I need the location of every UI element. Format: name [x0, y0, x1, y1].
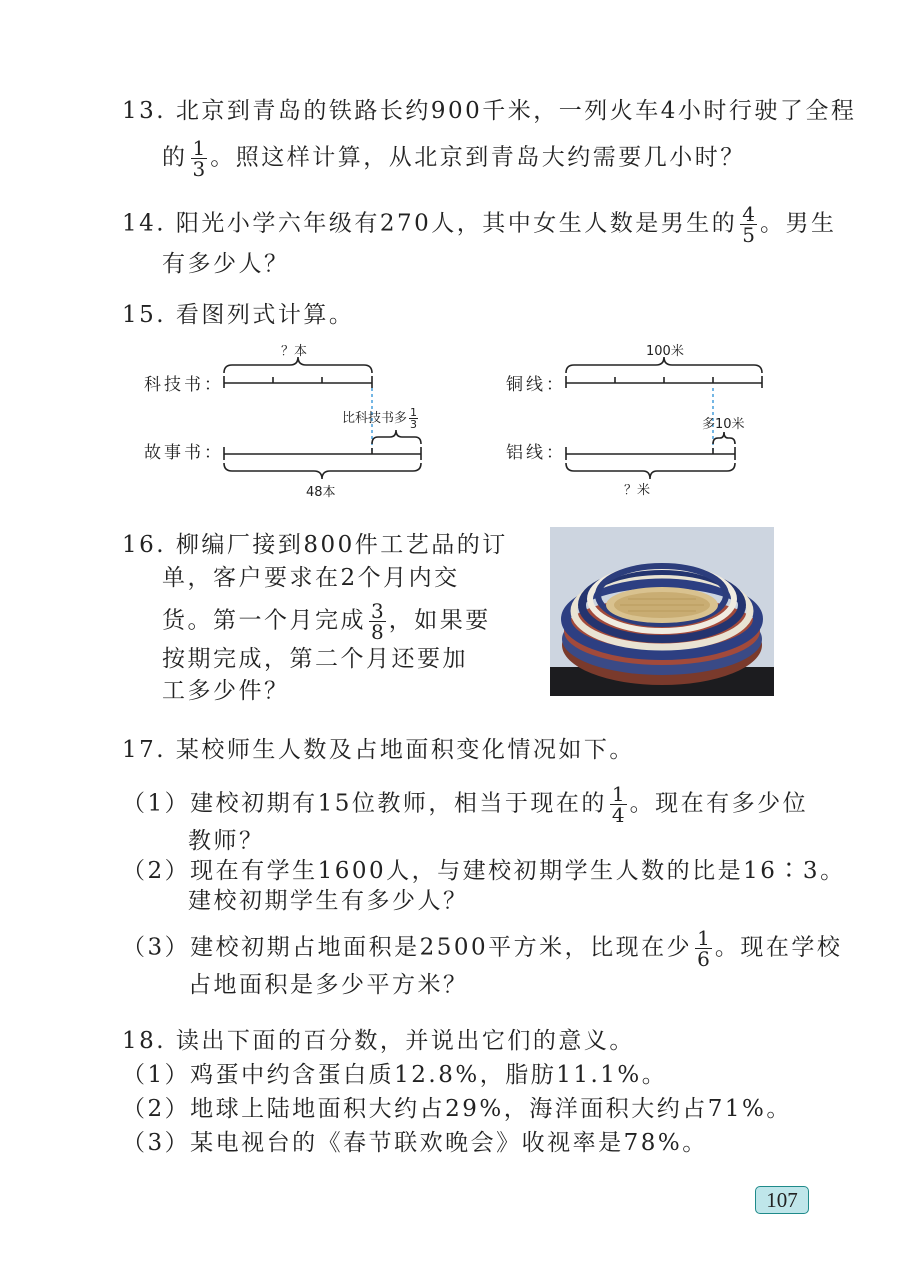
q14-line1-post: 。男生 — [760, 210, 837, 237]
q13-line2-pre: 的 — [162, 144, 188, 171]
right-top-brace-label: 100米 — [646, 344, 684, 359]
left-mid-fraction — [409, 407, 418, 430]
left-bottom-brace — [224, 463, 421, 479]
q17-p3-frac-den: 6 — [697, 947, 710, 971]
right-mid-note: 多10米 — [702, 417, 745, 432]
q16-frac-den: 8 — [371, 620, 384, 644]
q17-p1-fraction — [610, 784, 627, 825]
q17-p3-frac-num: 1 — [697, 926, 710, 950]
left-mid-frac-num: 1 — [410, 406, 418, 419]
q16-line3-post: ，如果要 — [388, 607, 491, 634]
q17-p2-line2: 建校初期学生有多少人？ — [188, 888, 469, 914]
q17-title: 17. 某校师生人数及占地面积变化情况如下。 — [122, 737, 635, 763]
left-top-brace-label: ？本 — [281, 344, 308, 359]
right-label-top: 铜线： — [506, 375, 566, 395]
right-label-bottom: 铝线： — [506, 443, 566, 463]
q17-p1-pre: （1）建校初期有15位教师，相当于现在的 — [122, 790, 607, 817]
q16-line4: 按期完成，第二个月还要加 — [162, 646, 468, 672]
q13-line1: 13. 北京到青岛的铁路长约900千米，一列火车4小时行驶了全程 — [122, 98, 857, 124]
q16-line3 — [162, 601, 491, 642]
q13-frac-num: 1 — [192, 136, 206, 160]
left-mid-frac-den: 3 — [410, 418, 418, 431]
q16-line2: 单，客户要求在2个月内交 — [162, 565, 460, 591]
basket-photo — [550, 527, 774, 696]
q18-title: 18. 读出下面的百分数，并说出它们的意义。 — [122, 1028, 635, 1054]
q14-line1-pre: 14. 阳光小学六年级有270人，其中女生人数是男生的 — [122, 210, 738, 237]
q14-line2: 有多少人？ — [162, 251, 290, 277]
q18-item-1: （1）鸡蛋中约含蛋白质12.8%，脂肪11.1%。 — [122, 1062, 668, 1088]
q14-frac-num: 4 — [742, 202, 756, 226]
q17-p3 — [122, 928, 842, 969]
left-bottom-brace-label: 48本 — [306, 485, 336, 500]
q13-line2-post: 。照这样计算，从北京到青岛大约需要几小时？ — [210, 144, 746, 171]
basket-illustration — [550, 527, 774, 696]
q17-p1 — [122, 784, 808, 825]
right-mid-brace — [713, 432, 735, 444]
right-bottom-brace-label: ？米 — [624, 483, 651, 498]
q17-p1-frac-den: 4 — [611, 803, 625, 827]
q17-p1-post: 。现在有多少位 — [629, 790, 809, 817]
q15-title: 15. 看图列式计算。 — [122, 302, 355, 328]
left-mid-brace — [372, 430, 421, 444]
left-label-bottom: 故事书： — [144, 443, 224, 463]
q14-frac-den: 5 — [742, 223, 756, 247]
q15-diagrams — [0, 0, 904, 500]
q17-p1-frac-num: 1 — [611, 782, 625, 806]
q16-fraction — [369, 601, 386, 642]
left-mid-note — [342, 407, 418, 430]
right-bottom-brace — [566, 463, 735, 479]
q16-line5: 工多少件？ — [162, 678, 290, 704]
q16-line1: 16. 柳编厂接到800件工艺品的订 — [122, 532, 508, 558]
page-number: 107 — [755, 1186, 809, 1214]
q16-line3-pre: 货。第一个月完成 — [162, 607, 366, 634]
q17-p1-line2: 教师？ — [188, 828, 265, 854]
right-top-brace — [566, 357, 762, 373]
q17-p3-line2: 占地面积是多少平方米？ — [188, 972, 469, 998]
left-top-brace — [224, 357, 372, 373]
q17-p3-post: 。现在学校 — [714, 934, 843, 961]
q17-p3-pre: （3）建校初期占地面积是2500平方米，比现在少 — [122, 934, 693, 961]
q13-frac-den: 3 — [192, 157, 206, 181]
left-mid-note-text: 比科技书多 — [342, 411, 408, 426]
q16-frac-num: 3 — [371, 599, 384, 623]
q18-item-2: （2）地球上陆地面积大约占29%，海洋面积大约占71%。 — [122, 1096, 792, 1122]
q17-p3-fraction — [695, 928, 712, 969]
q17-p2-line1: （2）现在有学生1600人，与建校初期学生人数的比是16∶3。 — [122, 858, 846, 884]
left-label-top: 科技书： — [144, 375, 224, 395]
q18-item-3: （3）某电视台的《春节联欢晚会》收视率是78%。 — [122, 1130, 708, 1156]
